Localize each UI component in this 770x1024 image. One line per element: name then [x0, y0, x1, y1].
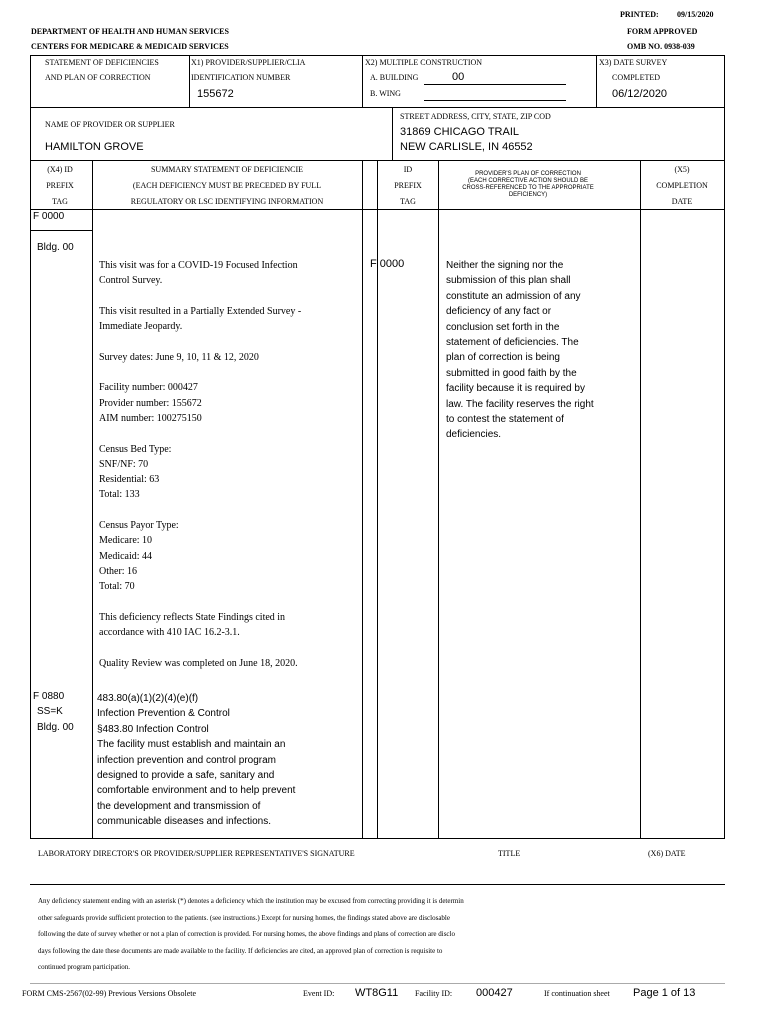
- address-line-2: NEW CARLISLE, IN 46552: [400, 141, 533, 153]
- printed-date: 09/15/2020: [677, 10, 714, 19]
- facility-id-label: Facility ID:: [415, 989, 453, 998]
- building-value: 00: [452, 71, 465, 83]
- plan-header: [438, 171, 618, 199]
- printed-label: PRINTED:: [620, 10, 659, 19]
- address-label: STREET ADDRESS, CITY, STATE, ZIP COD: [400, 112, 551, 121]
- x2-label: X2) MULTIPLE CONSTRUCTION: [365, 58, 483, 67]
- x3-label-2: COMPLETED: [612, 73, 660, 82]
- divider: [362, 55, 363, 107]
- building-underline: [424, 84, 566, 85]
- facility-id-value: 000427: [476, 987, 513, 999]
- plan-header-1: PROVIDER'S PLAN OF CORRECTION: [475, 171, 581, 177]
- divider: [30, 160, 31, 838]
- divider: [438, 160, 439, 838]
- omb-number: OMB NO. 0938-039: [627, 42, 695, 51]
- divider: [30, 107, 31, 160]
- divider: [30, 838, 725, 839]
- plan-text: Neither the signing nor the submission of this plan shall constitute an admission of any deficiency of any fact or conclusion set forth in the statement of deficiencies. The plan of correction is being submitted in good faith by the facility because it is required by law. The facility reserves the right to contest the statement of deficiencies.: [446, 260, 594, 441]
- x1-label-1: X1) PROVIDER/SUPPLIER/CLIA: [191, 58, 306, 67]
- plan-header-3: CROSS-REFERENCED TO THE APPROPRIATE: [462, 185, 594, 191]
- f0880-text: 483.80(a)(1)(2)(4)(e)(f) Infection Prevention & Control §483.80 Infection Control The facility must establish and maintain an infection prevention and control program designed to provide a safe, sanitary and comfortable environment and to help prevent the development and transmission of communicable diseases and infections.: [97, 693, 296, 828]
- summary-header-3: REGULATORY OR LSC IDENTIFYING INFORMATION: [130, 197, 324, 206]
- x3-label-1: X3) DATE SURVEY: [599, 58, 668, 67]
- form-number: FORM CMS-2567(02-99) Previous Versions Obsolete: [22, 989, 197, 998]
- divider: [189, 55, 190, 107]
- disclaimer-text: Any deficiency statement ending with an asterisk (*) denotes a deficiency which the institution may be excused from correcting providing it is determin other safeguards provide sufficient protection to the patients. (see instructions.) Except for nursing homes, the findings stated above are disclosable following the date of survey whether or not a plan of correction is provided. For nursing homes, the above findings and plans of correction are disclo days following the date these documents are made available to the facility. If deficiencies are cited, an approved plan of correction is requisite to continued program participation.: [38, 897, 464, 971]
- divider: [724, 55, 725, 107]
- wing-underline: [424, 100, 566, 101]
- bldg-00-f0880: Bldg. 00: [37, 722, 74, 733]
- top-table-top-border: [30, 55, 725, 56]
- divider: [724, 107, 725, 160]
- centers-title: CENTERS FOR MEDICARE & MEDICAID SERVICES: [31, 42, 229, 51]
- statement-label-1: STATEMENT OF DEFICIENCIES: [45, 58, 159, 67]
- divider: [362, 160, 363, 838]
- scope-severity: SS=K: [37, 706, 63, 717]
- x4-header-1: (X4) ID: [47, 165, 73, 174]
- divider: [92, 160, 93, 838]
- survey-date-value: 06/12/2020: [612, 88, 668, 100]
- tag-f0000: F 0000: [33, 211, 65, 222]
- id-header-2: PREFIX: [394, 181, 422, 190]
- x5-header-2: COMPLETION: [656, 181, 708, 190]
- statement-label-2: AND PLAN OF CORRECTION: [45, 73, 151, 82]
- id-header-1: ID: [403, 165, 413, 174]
- summary-header-1: SUMMARY STATEMENT OF DEFICIENCIE: [150, 165, 304, 174]
- wing-label: B. WING: [370, 89, 401, 98]
- signature-label: LABORATORY DIRECTOR'S OR PROVIDER/SUPPLIER REPRESENTATIVE'S SIGNATURE: [38, 849, 355, 858]
- summary-text: This visit was for a COVID-19 Focused Infection Control Survey. This visit resulted in a Partially Extended Survey - Immediate Jeopardy. Survey dates: June 9, 10, 11 & 12, 2020 Facility number: 000427 Provider number: 155672 AIM number: 100275150 Census Bed Type: SNF/NF: 70 Residential: 63 Total: 133 Census Payor Type: Medicare: 10 Medicaid: 44 Other: 16 Total: 70 This deficiency reflects State Findings cited in accordance with 410 IAC 16.2-3.1. Quality Review was completed on June 18, 2020.: [99, 260, 302, 669]
- building-label: A. BUILDING: [370, 73, 419, 82]
- x5-header-3: DATE: [671, 197, 693, 206]
- divider: [724, 160, 725, 838]
- title-label: TITLE: [498, 849, 521, 858]
- x4-header-2: PREFIX: [46, 181, 74, 190]
- form-approved: FORM APPROVED: [627, 27, 698, 36]
- divider: [30, 55, 31, 107]
- x5-header-1: (X5): [674, 165, 690, 174]
- address-line-1: 31869 CHICAGO TRAIL: [400, 126, 520, 138]
- footer-divider: [30, 983, 725, 984]
- tag-f0880: F 0880: [33, 691, 65, 702]
- divider: [30, 884, 725, 885]
- page-number: Page 1 of 13: [633, 987, 696, 999]
- divider: [30, 107, 725, 108]
- divider: [596, 55, 597, 107]
- provider-name: HAMILTON GROVE: [45, 141, 144, 153]
- x6-date-label: (X6) DATE: [648, 849, 686, 858]
- bldg-00: Bldg. 00: [37, 242, 74, 253]
- divider: [392, 107, 393, 160]
- x1-label-2: IDENTIFICATION NUMBER: [191, 73, 291, 82]
- summary-header-2: (EACH DEFICIENCY MUST BE PRECEDED BY FULL: [132, 181, 322, 190]
- divider: [640, 160, 641, 838]
- plan-header-2: (EACH CORRECTIVE ACTION SHOULD BE: [467, 178, 589, 184]
- id-tag-f0000: F 0000: [370, 258, 405, 270]
- divider: [30, 230, 92, 231]
- continuation-label: If continuation sheet: [544, 989, 610, 998]
- department-title: DEPARTMENT OF HEALTH AND HUMAN SERVICES: [31, 27, 229, 36]
- provider-name-label: NAME OF PROVIDER OR SUPPLIER: [45, 120, 175, 129]
- x4-header-3: TAG: [52, 197, 68, 206]
- event-id-value: WT8G11: [355, 987, 399, 999]
- id-header-3: TAG: [400, 197, 416, 206]
- provider-id-value: 155672: [197, 88, 234, 100]
- event-id-label: Event ID:: [303, 989, 335, 998]
- plan-header-4: DEFICIENCY): [508, 192, 548, 198]
